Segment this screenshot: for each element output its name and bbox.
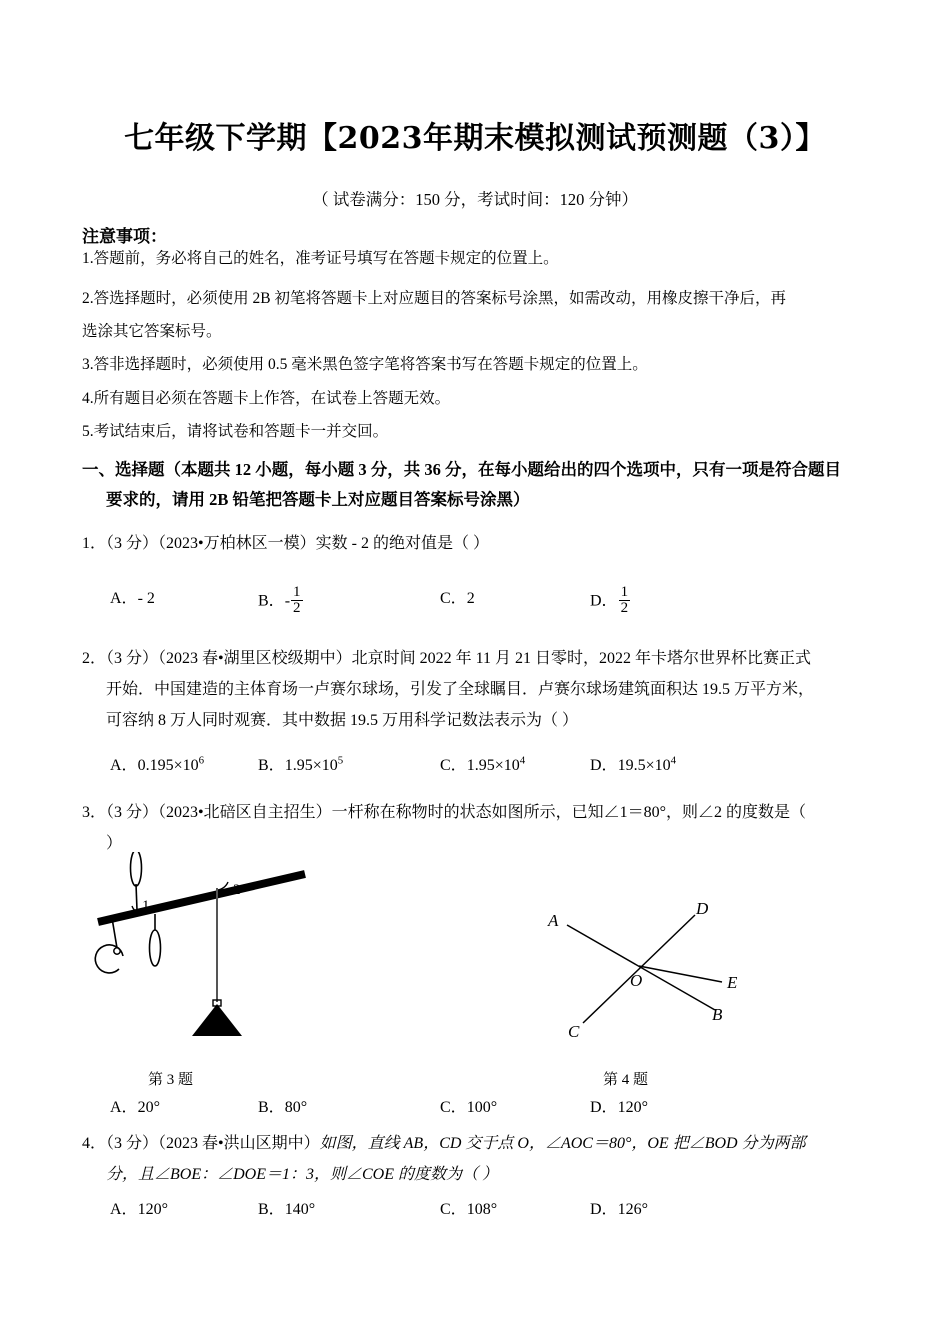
question-4-number: 4． bbox=[82, 1135, 107, 1152]
option-d[interactable]: D．126° bbox=[590, 1201, 648, 1218]
section-heading-line1: 一、选择题（本题共 12 小题，每小题 3 分，共 36 分，在每小题给出的四个选项中，只有一项是符合题目 bbox=[82, 460, 841, 479]
option-a[interactable]: A．- 2 bbox=[110, 590, 155, 607]
angle-2-label: 2 bbox=[233, 882, 241, 898]
question-3-source: （2023•北碚区自主招生） bbox=[158, 804, 332, 821]
option-b[interactable]: B．$1.95\times 10^5$ bbox=[258, 754, 344, 774]
note-item: 1.答题前，务必将自己的姓名，准考证号填写在答题卡规定的位置上。 bbox=[82, 250, 559, 267]
fraction-one-half: $\frac{1}{2}$ bbox=[293, 584, 301, 617]
figure-4-caption: 第 4 题 bbox=[603, 1072, 649, 1088]
option-d[interactable]: D．$19.5\times 10^4$ bbox=[590, 754, 677, 774]
upper-loop bbox=[131, 852, 142, 886]
question-1-source: （2023•万柏林区一模） bbox=[158, 535, 316, 552]
question-4-options bbox=[0, 1196, 950, 1226]
figure-intersecting-lines bbox=[520, 890, 820, 1065]
question-4-stem bbox=[82, 1128, 882, 1190]
question-1-number: 1． bbox=[82, 535, 107, 552]
option-c[interactable]: C．108° bbox=[440, 1201, 498, 1218]
section-heading-line2: 要求的，请用 2B 铅笔把答题卡上对应题目答案标号涂黑） bbox=[106, 490, 530, 509]
question-2-source: （2023 春•湖里区校级期中） bbox=[158, 650, 352, 667]
note-item: 5.考试结束后，请将试卷和答题卡一并交回。 bbox=[82, 423, 389, 440]
hook-icon bbox=[95, 945, 123, 973]
option-a[interactable]: A．120° bbox=[110, 1201, 168, 1218]
question-2-points: （3 分） bbox=[106, 650, 159, 667]
option-d[interactable]: D． $\frac{1}{2}$ bbox=[590, 584, 629, 617]
note-item: 4.所有题目必须在答题卡上作答，在试卷上答题无效。 bbox=[82, 390, 451, 407]
exam-subtitle: （ 试卷满分：150 分，考试时间：120 分钟） bbox=[312, 190, 638, 209]
upper-loop-cord bbox=[136, 884, 137, 910]
option-c[interactable]: C．100° bbox=[440, 1099, 498, 1116]
question-1-text: 实数 - 2 的绝对值是（ ） bbox=[315, 535, 489, 552]
question-3-text-line1: 一杆称在称物时的状态如图所示，已知∠1＝80°，则∠2 的度数是（ bbox=[331, 804, 807, 821]
question-2-text-line1: 北京时间 2022 年 11 月 21 日零时，2022 年卡塔尔世界杯比赛正式 bbox=[351, 650, 812, 667]
question-3-text-line2: ） bbox=[106, 835, 123, 852]
question-2-stem bbox=[82, 643, 882, 736]
hook-cord bbox=[112, 918, 117, 948]
question-2-options bbox=[0, 752, 950, 782]
page-title: 七年级下学期【2023年期末模拟测试预测题（3）】 bbox=[124, 121, 826, 156]
question-1-options bbox=[0, 585, 950, 615]
note-item: 选涂其它答案标号。 bbox=[82, 323, 222, 340]
question-2-number: 2． bbox=[82, 650, 107, 667]
angle-1-label: 1 bbox=[142, 898, 150, 914]
balance-beam bbox=[98, 874, 305, 922]
weight-triangle bbox=[192, 1004, 242, 1036]
question-1-stem bbox=[82, 528, 882, 559]
option-c[interactable]: C．2 bbox=[440, 590, 475, 607]
option-d[interactable]: D．120° bbox=[590, 1099, 648, 1116]
option-b[interactable]: B．140° bbox=[258, 1201, 316, 1218]
question-4-source: （2023 春•洪山区期中） bbox=[158, 1135, 320, 1152]
question-3-options bbox=[0, 1094, 950, 1124]
question-2-text-line2: 开始．中国建造的主体育场一卢赛尔球场，引发了全球瞩目．卢赛尔球场建筑面积达 19.5 万平方米， bbox=[106, 681, 815, 698]
section-heading-multiple-choice bbox=[82, 455, 882, 515]
option-b[interactable]: B．80° bbox=[258, 1099, 308, 1116]
question-4-text-line1: 如图，直线 AB，CD 交于点 O，∠AOC＝80°，OE 把∠BOD 分为两部 bbox=[319, 1135, 806, 1152]
note-item: 2.答选择题时，必须使用 2B 初笔将答题卡上对应题目的答案标号涂黑，如需改动，用橡皮擦干净后，再 bbox=[82, 290, 786, 307]
question-2-text-line3: 可容纳 8 万人同时观赛．其中数据 19.5 万用科学记数法表示为（ ） bbox=[106, 712, 579, 729]
figure-3-caption: 第 3 题 bbox=[148, 1072, 194, 1088]
lower-loop bbox=[150, 930, 161, 966]
question-3-number: 3． bbox=[82, 804, 107, 821]
intersecting-lines-svg bbox=[520, 890, 820, 1065]
point-label-c: C bbox=[568, 1022, 580, 1041]
line-cd bbox=[583, 915, 695, 1023]
question-4-text-line2: 分，且∠BOE：∠DOE＝1：3，则∠COE 的度数为（ ） bbox=[106, 1166, 498, 1183]
point-label-e: E bbox=[727, 973, 738, 992]
option-c[interactable]: C．$1.95\times 10^4$ bbox=[440, 754, 526, 774]
question-3-points: （3 分） bbox=[106, 804, 159, 821]
point-label-b: B bbox=[712, 1005, 723, 1024]
question-1-points: （3 分） bbox=[106, 535, 159, 552]
option-b[interactable]: B．- $\frac{1}{2}$ bbox=[258, 584, 301, 617]
question-4-points: （3 分） bbox=[106, 1135, 159, 1152]
question-3-stem bbox=[82, 797, 882, 859]
option-a[interactable]: A．$0.195\times 10^6$ bbox=[110, 754, 205, 774]
figure-steelyard-balance bbox=[90, 852, 420, 1067]
option-a[interactable]: A．20° bbox=[110, 1099, 160, 1116]
point-label-a: A bbox=[548, 911, 559, 930]
note-item: 3.答非选择题时，必须使用 0.5 毫米黑色签字笔将答案书写在答题卡规定的位置上。 bbox=[82, 356, 648, 373]
notes-heading: 注意事项： bbox=[82, 227, 167, 246]
steelyard-diagram-svg bbox=[90, 852, 420, 1067]
point-label-o: O bbox=[630, 971, 643, 990]
point-label-d: D bbox=[696, 899, 709, 918]
fraction-one-half: $\frac{1}{2}$ bbox=[620, 584, 629, 617]
